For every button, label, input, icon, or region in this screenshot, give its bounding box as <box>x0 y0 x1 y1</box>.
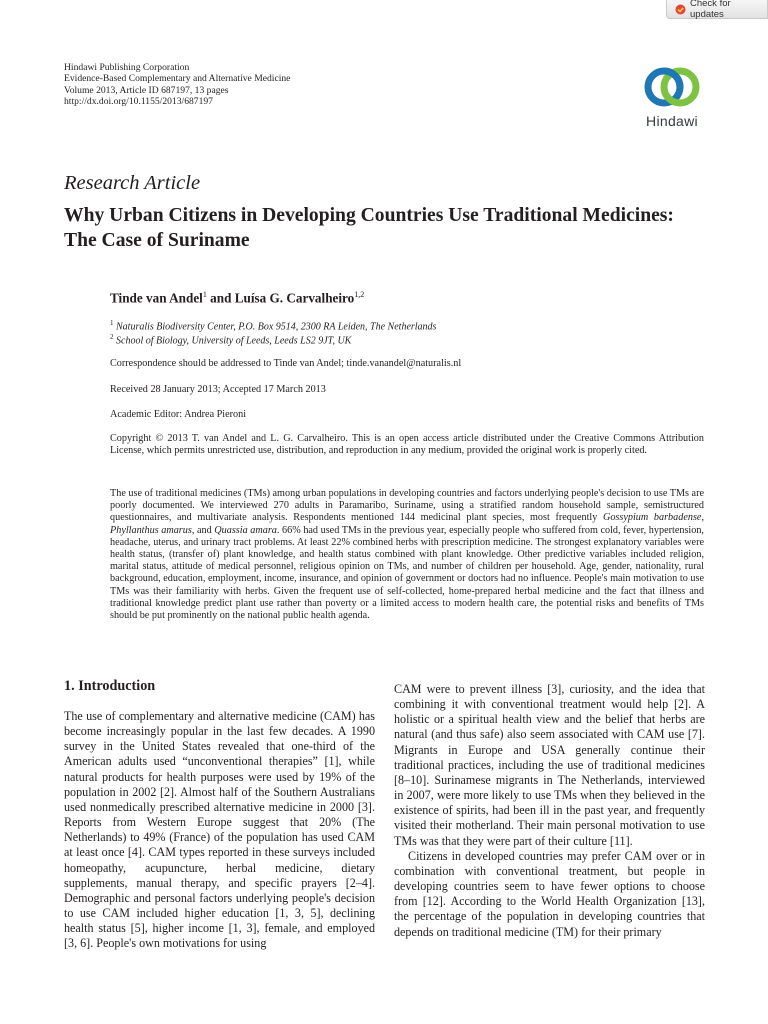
correspondence: Correspondence should be addressed to Tinde van Andel; tinde.vanandel@naturalis.nl <box>110 358 462 369</box>
check-for-updates-label: Check for updates <box>690 0 731 20</box>
abstract-text: The use of traditional medicines (TMs) among urban populations in developing countries and factors underlying people's decision to use TMs are poorly documented. We interviewed 270 adults in Paramaribo, Suriname, using a stratified random household sample, semistructured questionnaires, and multivariate analysis. Respondents mentioned 144 medicinal plant species, most frequently <box>110 488 704 524</box>
academic-editor: Academic Editor: Andrea Pieroni <box>110 409 247 420</box>
publisher-name: Hindawi Publishing Corporation <box>64 62 190 73</box>
copyright-notice: Copyright © 2013 T. van Andel and L. G. Carvalheiro. This is an open access article distributed under the Creative Commons Attribution License, which permits unrestricted use, distribution, and reproduction in any medium, provided the original work is properly cited. <box>110 433 704 457</box>
abstract-text: . 66% had used TMs in the previous year, especially people who suffered from cold, fever, hypertension, headache, uterus, and urinary tract problems. At least 22% combined herbs with prescription medicine. The strongest explanatory variables were health status, (transfer of) plant knowledge, and health status combined with plant knowledge. Other predictive variables included religion, marital status, attitude of medical personnel, religious opinion on TMs, and number of children per household. Age, gender, nationality, rural background, education, employment, income, insurance, and opinion of government or doctors had no influence. People's main motivation to use TMs was their familiarity with herbs. Given the frequent use of self-collected, home-prepared herbal medicine and the fact that illness and traditional knowledge predict plant use rather than poverty or a limited access to modern health care, the potential risks and benefits of TMs should be put prominently on the national public health agenda. <box>110 524 704 622</box>
body-column-right <box>394 682 705 940</box>
affiliation-text: School of Biology, University of Leeds, Leeds LS2 9JT, UK <box>116 335 352 347</box>
author-affiliation-marker: 1,2 <box>354 290 365 299</box>
hindawi-logo <box>636 63 708 133</box>
body-paragraph: The use of complementary and alternative medicine (CAM) has become increasingly popular in the last few decades. A 1990 survey in the United States revealed that one-third of the American adults used “unconventional therapies” [1], while natural products for health purposes were used by 19% of the population in 2002 [2]. Almost half of the Southern Australians used nonmedically prescribed alternative medicine in 2000 [3]. Reports from Western Europe suggest that 20% (The Netherlands) to 49% (France) of the population has used CAM at least once [4]. CAM types reported in these surveys included homeopathy, acupuncture, herbal medicine, dietary supplements, manual therapy, and specific prayers [2–4]. Demographic and personal factors underlying people's decision to use CAM included higher education [1, 3, 5], declining health status [5], higher income [1, 3], female, and employed [3, 6]. People's own motivations for using <box>64 709 375 951</box>
affiliation-marker: 1 <box>110 319 114 327</box>
author-list <box>110 290 364 306</box>
affiliation-marker: 2 <box>110 333 114 341</box>
species-name: Quassia amara <box>214 524 277 536</box>
journal-header <box>64 62 290 108</box>
author-separator: and <box>206 290 235 306</box>
doi-link[interactable]: http://dx.doi.org/10.1155/2013/687197 <box>64 96 213 108</box>
journal-name: Evidence-Based Complementary and Alternative Medicine <box>64 73 291 85</box>
hindawi-wordmark: Hindawi <box>646 113 698 129</box>
abstract-text: , and <box>191 524 215 536</box>
affiliation-text: Naturalis Biodiversity Center, P.O. Box 9514, 2300 RA Leiden, The Netherlands <box>116 321 437 333</box>
abstract <box>110 488 704 622</box>
author-name: Tinde van Andel <box>110 290 203 306</box>
species-name: Gossypium barbadense <box>602 512 702 524</box>
hindawi-rings-icon <box>641 63 703 111</box>
section-heading: 1. Introduction <box>64 678 156 694</box>
crossmark-icon <box>675 4 686 15</box>
affiliation <box>110 319 436 332</box>
received-dates: Received 28 January 2013; Accepted 17 March 2013 <box>110 384 326 395</box>
abstract-text: , <box>701 512 704 524</box>
author-affiliation-marker: 1 <box>202 290 207 299</box>
article-title: Why Urban Citizens in Developing Countries Use Traditional Medicines: The Case of Suriname <box>64 205 674 251</box>
body-paragraph: Citizens in developed countries may prefer CAM over or in combination with conventional treatment, but people in developing countries seem to have fewer options to choose from [12]. According to the World Health Organization [13], the percentage of the population in developing countries that depends on traditional medicine (TM) for their primary <box>394 848 705 939</box>
author-name: Luísa G. Carvalheiro <box>234 290 355 306</box>
article-type: Research Article <box>64 172 201 194</box>
check-for-updates-button[interactable] <box>666 0 768 19</box>
volume-info: Volume 2013, Article ID 687197, 13 pages <box>64 84 229 96</box>
body-column-left <box>64 709 375 952</box>
body-paragraph: CAM were to prevent illness [3], curiosity, and the idea that combining it with conventional treatment would help [2]. A holistic or a spiritual health view and the belief that herbs are natural (and thus safe) also seem associated with CAM use [7]. Migrants in Europe and USA generally continue their traditional practices, including the use of traditional medicines [8–10]. Surinamese migrants in The Netherlands, interviewed in 2007, were more likely to use TMs when they believed in the existence of spirits, had been ill in the past year, and frequently visited their motherland. Their main personal motivation to use TMs was that they were part of their culture [11]. <box>394 682 705 848</box>
affiliation <box>110 333 351 346</box>
species-name: Phyllanthus amarus <box>110 524 192 536</box>
